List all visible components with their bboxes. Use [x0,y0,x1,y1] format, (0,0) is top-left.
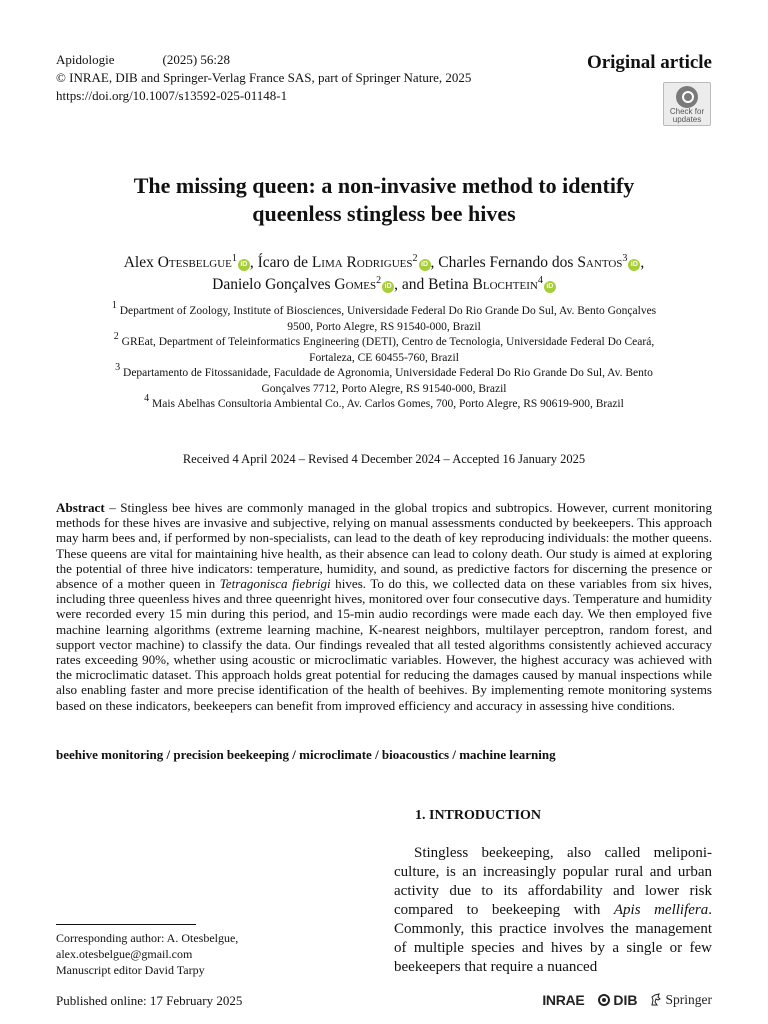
orcid-icon[interactable]: iD [238,259,250,271]
dib-logo: DIB [598,992,637,1008]
orcid-icon[interactable]: iD [419,259,431,271]
springer-logo: Springer [650,992,713,1008]
orcid-icon[interactable]: iD [382,281,394,293]
dib-icon [598,994,610,1006]
published-date: Published online: 17 February 2025 [56,993,243,1008]
orcid-icon[interactable]: iD [544,281,556,293]
author-2[interactable]: Ícaro de Lima Rodrigues$^2$iD [258,254,431,271]
abstract: Abstract – Stingless bee hives are commonly managed in the global tropics and subtropics. However, current monitoring methods for these hives are invasive and subjective, relying on manual assessments conducted by beekeepers. This approach may harm bees and, if performed by non-specialists, can lead to the death of key reproducing individuals: the mother queens. These queens are vital for maintaining hive health, as their absence can lead to colony death. Our study is aimed at exploring the potential of three hive indicators: temperature, humidity, and sound, as predictive factors for discerning the presence or absence of a mother queen in Tetragonisca fiebrigi hives. To do this, we collected data on these variables from six hives, including three queenless hives and three queenright hives, monitored over four consecutive days. Temperature and humidity were recorded every 15 min during this period, and 15-min audio recordings were made each day. We then employed five machine learning algorithms (extreme learning machine, K-nearest neighbors, multilayer perceptron, random forest, and support vector machine) to classify the data. Our findings revealed that all tested algorithms consistently achieved accuracy rates exceeding 90%, whether using acoustic or microclimatic variables. However, the highest accuracy was achieved with the microclimatic dataset. This approach holds great potential for reducing the damages caused by manual inspections while also enabling faster and more precise identification of the health of beehives. By implementing remote monitoring systems based on these indicators, beekeepers can benefit from improved efficiency and accuracy in assessing hive conditions. [56,500,712,713]
doi-link[interactable]: https://doi.org/10.1007/s13592-025-01148-1 [56,88,288,103]
article-title [56,172,712,228]
article-type: Original article [586,52,712,73]
springer-horse-icon [650,993,662,1007]
article-history-dates: Received 4 April 2024 – Revised 4 December 2024 – Accepted 16 January 2025 [182,452,586,466]
introduction-paragraph: Stingless beekeeping, also called meliponiculture, is an increasingly popular rural and urban activity due to its affordability and lower risk compared to beekeeping with Apis mellifera. Commonly, this practice involves the management of multiple species and hives by a single or few beekeepers that require a nuanced [394,845,712,975]
footnote-rule [56,924,196,925]
abstract-label: Abstract [56,500,105,515]
journal-name: Apidologie [56,52,115,67]
author-3[interactable]: Charles Fernando dos Santos$^3$iD [438,254,640,271]
affiliations: $^1$ Department of Zoology, Institute of Biosciences, Universidade Federal Do Rio Grande Do Sul, Av. Bento Gonçalves 9500, Porto Alegre, RS 91540-000, Brazil $^2$ GREat, Department of Teleinformatics Engineering (DETI), Centro de Tecnologia, Universidade Federal Do Ceará, Fortaleza, CE 60455-760, Brazil $^3$ Departamento de Fitossanidade, Faculdade de Agronomia, Universidade Federal Do Rio Grande Do Sul, Av. Bento Gonçalves 7712, Porto Alegre, RS 91540-000, Brazil $^4$ Mais Abelhas Consultoria Ambiental Co., Av. Carlos Gomes, 700, Porto Alegre, RS 90619-900, Brazil [64,304,704,413]
copyright-line: © INRAE, DIB and Springer-Verlag France SAS, part of Springer Nature, 2025 [56,70,472,85]
check-for-updates-button[interactable] [663,82,711,126]
section-heading-introduction: 1. INTRODUCTION [415,808,542,823]
journal-line [56,52,230,68]
affiliation-1: $^1$ Department of Zoology, Institute of Biosciences, Universidade Federal Do Rio Grande Do Sul, Av. Bento Gonçalves [111,300,657,317]
journal-volume: (2025) 56:28 [162,52,231,67]
title-line-1: The missing queen: a non-invasive method to identify [133,173,635,198]
corresponding-author: Corresponding author: A. Otesbelgue, alex.otesbelgue@gmail.com [56,931,239,961]
title-line-2: queenless stingless bee hives [252,201,516,226]
author-list: Alex Otesbelgue$^1$iD , Ícaro de Lima Rodrigues$^2$iD , Charles Fernando dos Santos$^3$iD , Danielo Gonçalves Gomes$^2$iD , and Betina Blochtein$^4$iD [123,253,645,293]
keywords: beehive monitoring / precision beekeeping / microclimate / bioacoustics / machine learning [56,747,556,762]
author-1[interactable]: Alex Otesbelgue$^1$iD [124,254,250,271]
check-updates-label: Check for updates [669,107,705,124]
inrae-logo: INRAE [542,992,585,1008]
footnote [56,930,356,978]
check-updates-icon [676,86,698,108]
author-4[interactable]: Danielo Gonçalves Gomes$^2$iD [212,276,394,293]
affiliation-4: $^4$ Mais Abelhas Consultoria Ambiental Co., Av. Carlos Gomes, 700, Porto Alegre, RS 90619-900, Brazil [144,393,624,410]
publisher-logos [542,991,712,1009]
manuscript-editor: Manuscript editor David Tarpy [56,963,205,977]
affiliation-2: $^2$ GREat, Department of Teleinformatics Engineering (DETI), Centro de Tecnologia, Universidade Federal Do Ceará, [113,331,655,348]
affiliation-3: $^3$ Departamento de Fitossanidade, Faculdade de Agronomia, Universidade Federal Do Rio Grande Do Sul, Av. Bento [115,362,653,379]
orcid-icon[interactable]: iD [628,259,640,271]
author-5[interactable]: Betina Blochtein$^4$iD [428,276,556,293]
